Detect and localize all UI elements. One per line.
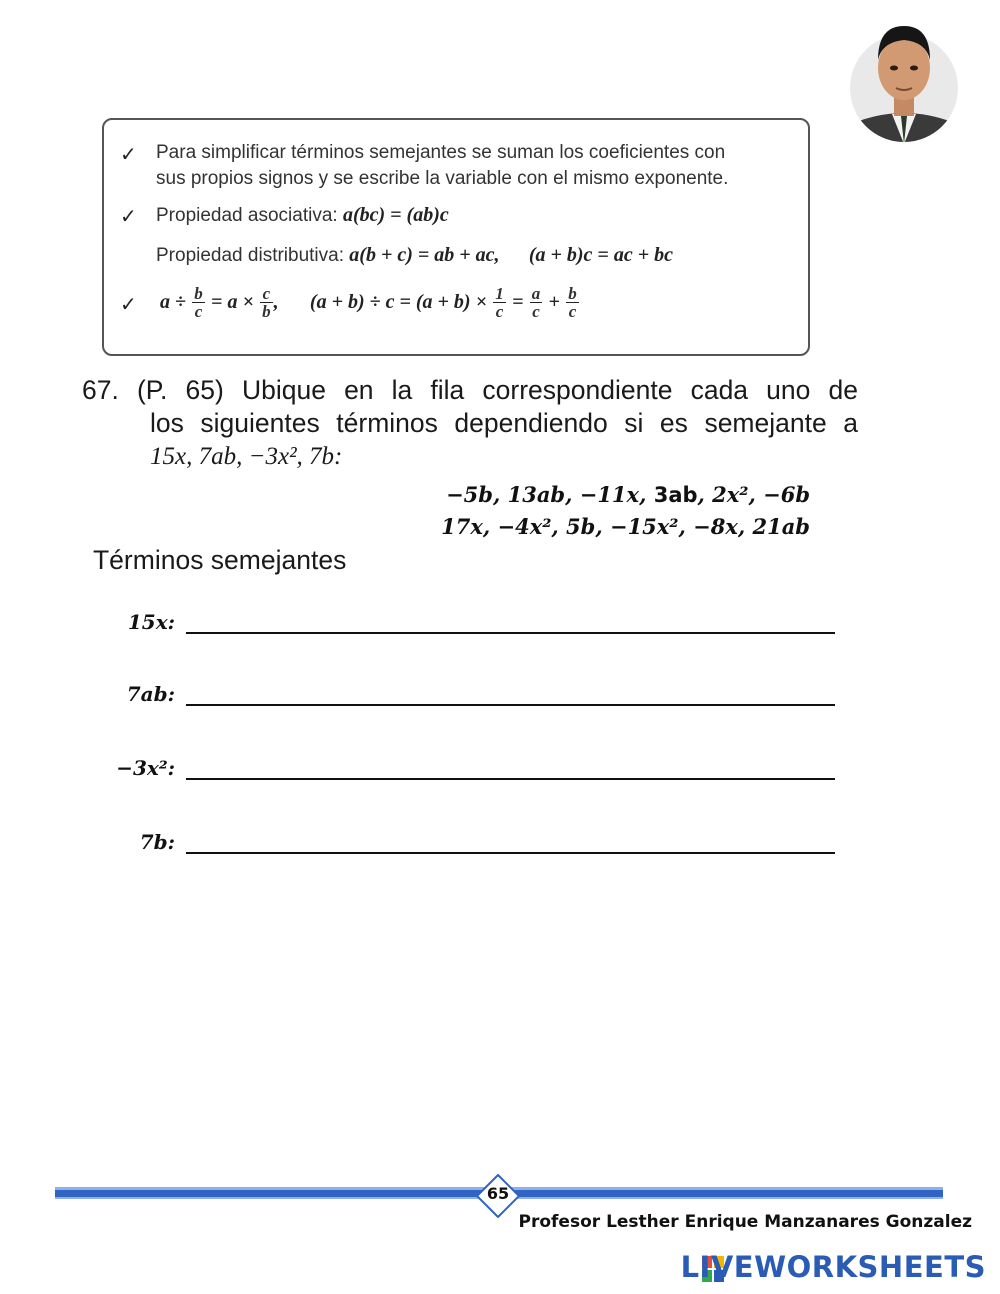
rule-similar-terms: Para simplificar términos semejantes se suman los coeficientes con sus propios signos y se escribe la variable con el mismo exponente. (156, 142, 729, 189)
answer-blank[interactable] (186, 777, 835, 780)
answer-label: −3x²: (116, 756, 175, 780)
rule-division: a ÷ $\frac{b}{c}$ = a × $\frac{c}{b}$ , (a + b) ÷ c = (a + b) × $\frac{1}{c}$ = $\frac{a}{c}$ + $\frac{b}{c}$ (160, 284, 577, 322)
terms-list-line2: 17x, −4x², 5b, −15x², −8x, 21ab (441, 514, 810, 539)
page-number: 65 (486, 1184, 510, 1203)
answer-blank[interactable] (186, 703, 835, 706)
answer-blank[interactable] (186, 851, 835, 854)
terms-list-line1: −5b, 13ab, −11x, 3ab, 2x², −6b (446, 482, 810, 507)
author-name: Profesor Lesther Enrique Manzanares Gonzalez (518, 1212, 972, 1232)
rules-box (102, 118, 810, 356)
checkmark-icon: ✓ (120, 292, 137, 316)
fraction: $\frac{b}{c}$ (568, 284, 577, 322)
fraction: $\frac{c}{b}$ (262, 284, 271, 322)
fraction: $\frac{1}{c}$ (495, 284, 504, 322)
answer-label: 15x: (127, 610, 175, 634)
answer-row-7ab (100, 674, 835, 708)
answer-label: 7ab: (126, 682, 175, 706)
answer-label: 7b: (139, 830, 175, 854)
answer-row-7b (100, 822, 835, 856)
exercise-statement: 67. (P. 65) Ubique en la fila correspondiente cada uno de los siguientes términos dependiendo si es semejante a 15x, 7ab, −3x², 7b: (82, 375, 858, 470)
fraction: $\frac{b}{c}$ (194, 284, 203, 322)
section-heading: Términos semejantes (93, 545, 347, 575)
author-avatar (848, 18, 960, 144)
rule-associative: Propiedad asociativa: a(bc) = (ab)c (156, 204, 449, 226)
fraction: $\frac{a}{c}$ (531, 284, 541, 322)
answer-row-neg3x2 (100, 748, 835, 782)
checkmark-icon: ✓ (120, 204, 137, 228)
rule-distributive: Propiedad distributiva: a(b + c) = ab + ac, (a + b)c = ac + bc (156, 244, 673, 266)
answer-blank[interactable] (186, 631, 835, 634)
liveworksheets-brand: LIVEWORKSHEETS (680, 1250, 986, 1284)
checkmark-icon: ✓ (120, 142, 137, 166)
answer-row-15x (100, 602, 835, 636)
